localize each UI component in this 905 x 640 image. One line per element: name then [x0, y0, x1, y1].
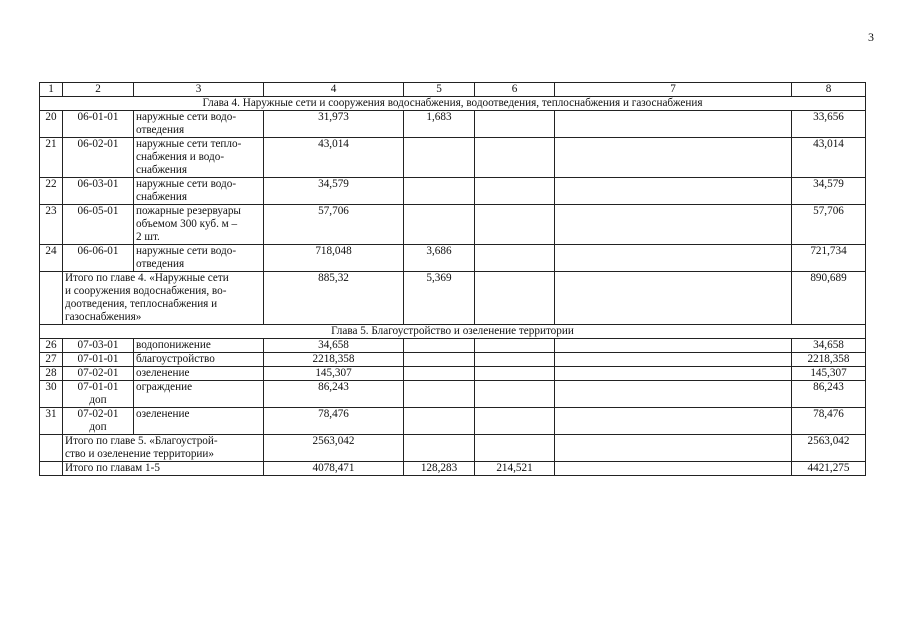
row-col6	[475, 205, 555, 245]
chapter4-title: Глава 4. Наружные сети и сооружения водоснабжения, водоотведения, теплоснабжения и газоснабжения	[40, 97, 866, 111]
row-number: 28	[40, 367, 63, 381]
table-row	[40, 408, 866, 435]
row-col6	[475, 367, 555, 381]
row-col4: 43,014	[264, 138, 404, 178]
row-name: благоустройство	[134, 353, 264, 367]
column-header: 6	[475, 83, 555, 97]
row-col7	[555, 111, 792, 138]
grand-total-col4: 4078,471	[264, 462, 404, 476]
row-code: 07-01-01 доп	[63, 381, 134, 408]
row-col8: 145,307	[792, 367, 866, 381]
row-col7	[555, 367, 792, 381]
row-code: 07-02-01	[63, 367, 134, 381]
row-col6	[475, 339, 555, 353]
row-col8: 43,014	[792, 138, 866, 178]
row-number: 21	[40, 138, 63, 178]
row-col4: 31,973	[264, 111, 404, 138]
column-header: 3	[134, 83, 264, 97]
row-col4: 145,307	[264, 367, 404, 381]
row-name: пожарные резервуары объемом 300 куб. м – 2 шт.	[134, 205, 264, 245]
row-name: наружные сети водо- снабжения	[134, 178, 264, 205]
row-name: ограждение	[134, 381, 264, 408]
row-col5	[404, 367, 475, 381]
row-col4: 718,048	[264, 245, 404, 272]
row-col4: 2218,358	[264, 353, 404, 367]
row-col8: 34,658	[792, 339, 866, 353]
row-col8: 57,706	[792, 205, 866, 245]
row-code: 06-02-01	[63, 138, 134, 178]
row-number: 20	[40, 111, 63, 138]
row-col5	[404, 205, 475, 245]
row-code: 06-01-01	[63, 111, 134, 138]
row-col5: 3,686	[404, 245, 475, 272]
row-col7	[555, 381, 792, 408]
row-code: 07-03-01	[63, 339, 134, 353]
column-header: 2	[63, 83, 134, 97]
row-number: 22	[40, 178, 63, 205]
row-number: 26	[40, 339, 63, 353]
total-col4: 885,32	[264, 272, 404, 325]
empty-cell	[40, 435, 63, 462]
row-col5: 1,683	[404, 111, 475, 138]
row-name: наружные сети водо- отведения	[134, 111, 264, 138]
row-name: озеленение	[134, 367, 264, 381]
row-col6	[475, 245, 555, 272]
row-col5	[404, 178, 475, 205]
row-col8: 33,656	[792, 111, 866, 138]
total-col6	[475, 435, 555, 462]
row-col6	[475, 138, 555, 178]
chapter5-title: Глава 5. Благоустройство и озеленение территории	[40, 325, 866, 339]
total-col5: 5,369	[404, 272, 475, 325]
total-col8: 890,689	[792, 272, 866, 325]
grand-total-col7	[555, 462, 792, 476]
row-name: водопонижение	[134, 339, 264, 353]
grand-total-col6: 214,521	[475, 462, 555, 476]
row-code: 06-06-01	[63, 245, 134, 272]
total-col7	[555, 272, 792, 325]
column-header: 4	[264, 83, 404, 97]
row-col7	[555, 408, 792, 435]
row-col4: 78,476	[264, 408, 404, 435]
row-col5	[404, 353, 475, 367]
column-header: 7	[555, 83, 792, 97]
row-col4: 57,706	[264, 205, 404, 245]
row-col8: 721,734	[792, 245, 866, 272]
row-col4: 34,579	[264, 178, 404, 205]
table-row	[40, 353, 866, 367]
row-code: 06-03-01	[63, 178, 134, 205]
row-col5	[404, 408, 475, 435]
row-col7	[555, 205, 792, 245]
row-code: 07-02-01 доп	[63, 408, 134, 435]
row-col7	[555, 138, 792, 178]
row-col8: 34,579	[792, 178, 866, 205]
row-col4: 34,658	[264, 339, 404, 353]
chapter5-body	[40, 339, 866, 462]
table-row	[40, 178, 866, 205]
table-row	[40, 245, 866, 272]
grand-total-col5: 128,283	[404, 462, 475, 476]
row-col8: 2218,358	[792, 353, 866, 367]
row-col8: 78,476	[792, 408, 866, 435]
total-col8: 2563,042	[792, 435, 866, 462]
row-col7	[555, 339, 792, 353]
column-number-row	[40, 83, 866, 97]
row-col6	[475, 353, 555, 367]
row-col5	[404, 339, 475, 353]
table-row	[40, 205, 866, 245]
row-code: 06-05-01	[63, 205, 134, 245]
row-col7	[555, 353, 792, 367]
table-row	[40, 339, 866, 353]
total-col4: 2563,042	[264, 435, 404, 462]
total-col7	[555, 435, 792, 462]
row-number: 27	[40, 353, 63, 367]
grand-total-col8: 4421,275	[792, 462, 866, 476]
page-number: 3	[868, 30, 874, 44]
grand-total-row	[40, 462, 866, 476]
row-col6	[475, 178, 555, 205]
table-row	[40, 367, 866, 381]
column-header: 5	[404, 83, 475, 97]
row-col6	[475, 381, 555, 408]
table-row	[40, 138, 866, 178]
row-col7	[555, 178, 792, 205]
chapter-total-row	[40, 272, 866, 325]
row-name: озеленение	[134, 408, 264, 435]
row-number: 30	[40, 381, 63, 408]
section-header-row	[40, 97, 866, 111]
row-code: 07-01-01	[63, 353, 134, 367]
row-number: 23	[40, 205, 63, 245]
table-row	[40, 381, 866, 408]
section-header-row	[40, 325, 866, 339]
chapter-total-row	[40, 435, 866, 462]
row-col5	[404, 381, 475, 408]
row-number: 24	[40, 245, 63, 272]
empty-cell	[40, 272, 63, 325]
total-col5	[404, 435, 475, 462]
row-name: наружные сети водо- отведения	[134, 245, 264, 272]
chapter4-body	[40, 111, 866, 325]
column-header: 1	[40, 83, 63, 97]
total-col6	[475, 272, 555, 325]
estimate-table	[39, 82, 866, 476]
row-col8: 86,243	[792, 381, 866, 408]
grand-total-label: Итого по главам 1-5	[63, 462, 264, 476]
empty-cell	[40, 462, 63, 476]
row-number: 31	[40, 408, 63, 435]
total-label: Итого по главе 4. «Наружные сети и сооружения водоснабжения, во- доотведения, теплоснабжения и газоснабжения»	[63, 272, 264, 325]
total-label: Итого по главе 5. «Благоустрой- ство и озеленение территории»	[63, 435, 264, 462]
row-col6	[475, 408, 555, 435]
row-col6	[475, 111, 555, 138]
column-header: 8	[792, 83, 866, 97]
table-row	[40, 111, 866, 138]
row-col5	[404, 138, 475, 178]
row-name: наружные сети тепло- снабжения и водо- снабжения	[134, 138, 264, 178]
row-col7	[555, 245, 792, 272]
row-col4: 86,243	[264, 381, 404, 408]
